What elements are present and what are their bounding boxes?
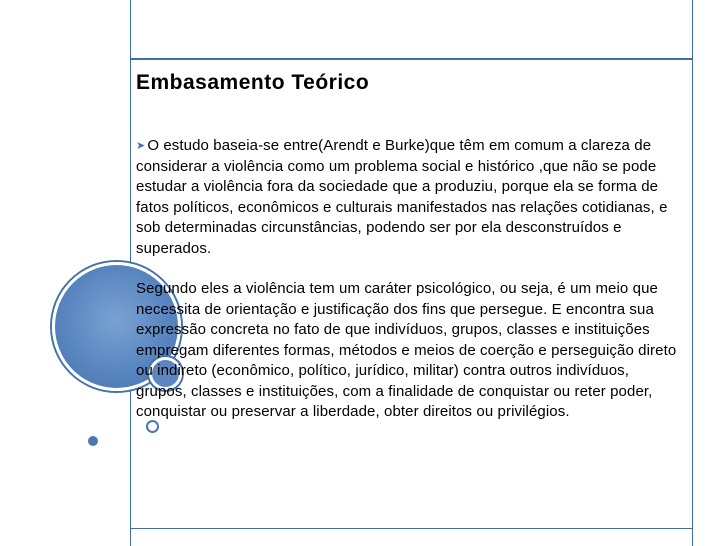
right-border-line	[692, 0, 693, 546]
body-paragraph-2: Segundo eles a violência tem um caráter psicológico, ou seja, é um meio que necessita de orientação e justificação dos fins que persegue. E encontra sua expressão concreta no fato de que indivíduos, grupos, classes e instituições empregam diferentes formas, métodos e meios de coerção e perseguição direto ou indireto (econômico, político, jurídico, militar) contra outros indivíduos, grupos, classes e instituições, com a finalidade de conquistar ou reter poder, conquistar ou preservar a liberdade, obter direitos ou privilégios.	[136, 280, 677, 420]
decorative-dot	[88, 436, 98, 446]
slide-content	[136, 68, 684, 423]
title-rule	[130, 58, 693, 60]
arrow-bullet-icon: ➤	[136, 140, 146, 152]
bottom-rule	[130, 528, 693, 529]
body-paragraph-1-text: O estudo baseia-se entre(Arendt e Burke)que têm em comum a clareza de considerar a violência como um problema social e histórico ,que não se pode estudar a violência fora da sociedade que a produziu, porque ela se forma de fatos políticos, econômicos e culturais manifestados nas relações cotidianas, e sob determinadas circunstâncias, podendo ser por ela desconstruídos e superados.	[136, 137, 668, 257]
slide-title: Embasamento Teórico	[136, 71, 370, 94]
body-paragraph-1	[136, 136, 684, 259]
